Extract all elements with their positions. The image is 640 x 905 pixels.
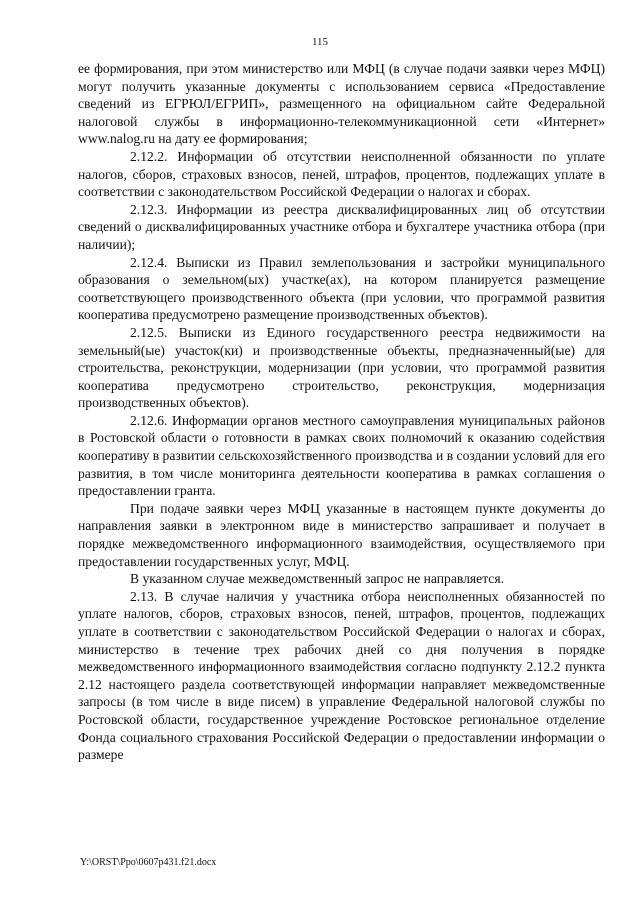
paragraph: 2.13. В случае наличия у участника отбора неисполненных обязанностей по уплате налогов, сборов, страховых взносов, пеней, штрафов, процентов, подлежащих уплате в соответствии с законодательством Российской Федерации о налогах и сборах, министерство в течение трех рабочих дней со дня получения в порядке межведомственного информационного взаимодействия согласно подпункту 2.12.2 пункта 2.12 настоящего раздела соответствующей информации направляет межведомственные запросы (в том числе в виде писем) в управление Федеральной налоговой службы по Ростовской области, государственное учреждение Ростовское региональное отделение Фонда социального страхования Российской Федерации о предоставлении информации о размере: [78, 588, 605, 763]
paragraph: При подаче заявки через МФЦ указанные в настоящем пункте документы до направления заявки в электронном виде в министерство запрашивает и получает в порядке межведомственного информационного взаимодействия, осуществляемого при предоставлении государственных услуг, МФЦ.: [78, 500, 605, 569]
page-number: 115: [311, 36, 329, 48]
document-body: [78, 60, 605, 764]
paragraph: ее формирования, при этом министерство или МФЦ (в случае подачи заявки через МФЦ) могут получить указанные документы с использованием сервиса «Предоставление сведений из ЕГРЮЛ/ЕГРИП», размещенного на официальном сайте Федеральной налоговой службы в информационно-телекоммуникационной сети «Интернет» www.nalog.ru на дату ее формирования;: [78, 61, 605, 147]
paragraph: 2.12.4. Выписки из Правил землепользования и застройки муниципального образования о земельном(ых) участке(ах), на котором планируется размещение соответствующего производственного объекта (при условии, что программой развития кооператива предусмотрено размещение производственных объектов).: [78, 254, 605, 323]
paragraph: 2.12.3. Информации из реестра дисквалифицированных лиц об отсутствии сведений о дисквалифицированных участнике отбора и бухгалтере участника отбора (при наличии);: [78, 201, 605, 252]
paragraph: 2.12.2. Информации об отсутствии неисполненной обязанности по уплате налогов, сборов, страховых взносов, пеней, штрафов, процентов, подлежащих уплате в соответствии с законодательством Российской Федерации о налогах и сборах.: [78, 148, 605, 200]
paragraph: 2.12.5. Выписки из Единого государственного реестра недвижимости на земельный(ые) участок(ки) и производственные объекты, предназначенный(ые) для строительства, реконструкции, модернизации (при условии, что программой развития кооператива предусмотрено строительство, реконструкция, модернизация производственных объектов).: [78, 324, 605, 411]
paragraph: В указанном случае межведомственный запрос не направляется.: [130, 571, 504, 587]
file-path-footer: Y:\ORST\Ppo\0607p431.f21.docx: [80, 857, 217, 868]
paragraph: 2.12.6. Информации органов местного самоуправления муниципальных районов в Ростовской области о готовности в рамках своих полномочий к оказанию содействия кооперативу в развитии сельскохозяйственного производства и в создании условий для его развития, в том числе мониторинга деятельности кооператива в рамках соглашения о предоставлении гранта.: [78, 412, 605, 499]
